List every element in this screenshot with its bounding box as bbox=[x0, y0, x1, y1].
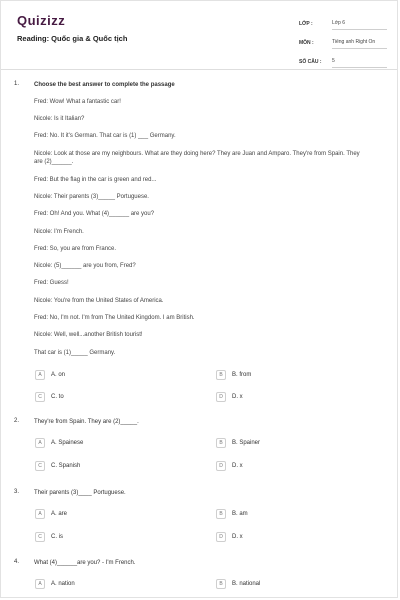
option-label: C. is bbox=[51, 534, 63, 540]
question-text: Choose the best answer to complete the passage bbox=[34, 82, 175, 88]
answer-option-a[interactable] bbox=[35, 579, 75, 589]
answer-option-c[interactable] bbox=[35, 532, 63, 542]
passage-line: Fred: So, you are from France. bbox=[34, 246, 117, 252]
option-letter-box: C bbox=[35, 532, 45, 542]
passage-line: Nicole: I'm French. bbox=[34, 229, 84, 235]
option-label: B. Spainer bbox=[232, 440, 261, 446]
option-label: B. national bbox=[232, 581, 261, 587]
meta-row-class bbox=[299, 11, 387, 30]
answer-option-b[interactable] bbox=[216, 438, 260, 448]
option-letter-box: A bbox=[35, 438, 45, 448]
passage-line: Nicole: Well, well...another British tourist! bbox=[34, 332, 143, 338]
option-label: A. are bbox=[51, 511, 68, 517]
passage-line: Nicole: (5)______ are you from, Fred? bbox=[34, 263, 136, 269]
question-number: 1. bbox=[14, 81, 20, 87]
meta-value: Tiếng anh Right On bbox=[332, 39, 387, 49]
worksheet-title: Reading: Quốc gia & Quốc tịch bbox=[17, 34, 128, 43]
quizizz-logo: Quizizz bbox=[17, 13, 66, 28]
meta-row-subject bbox=[299, 30, 387, 49]
answer-option-b[interactable] bbox=[216, 579, 260, 589]
question-number: 2. bbox=[14, 418, 20, 424]
option-letter-box: A bbox=[35, 509, 45, 519]
passage-line: Nicole: Look at those are my neighbours. What are they doing here? They are Juan and Amparo. They're from Spain. They are (2)______. bbox=[34, 151, 360, 165]
option-letter-box: B bbox=[216, 438, 226, 448]
header-divider bbox=[1, 69, 397, 70]
passage-line: Nicole: Their parents (3)_____ Portuguese. bbox=[34, 194, 149, 200]
answer-option-d[interactable] bbox=[216, 461, 243, 471]
option-label: D. x bbox=[232, 394, 243, 400]
question-number: 4. bbox=[14, 559, 20, 565]
question-text: Their parents (3)____ Portuguese. bbox=[34, 490, 126, 496]
meta-row-count bbox=[299, 49, 387, 68]
option-label: D. x bbox=[232, 463, 243, 469]
option-letter-box: A bbox=[35, 579, 45, 589]
answer-option-d[interactable] bbox=[216, 532, 243, 542]
passage-line: Fred: Wow! What a fantastic car! bbox=[34, 99, 121, 105]
answer-option-b[interactable] bbox=[216, 509, 248, 519]
passage-line: Nicole: You're from the United States of America. bbox=[34, 298, 164, 304]
passage-line: Fred: Oh! And you. What (4)______ are you? bbox=[34, 211, 155, 217]
question-text: They're from Spain. They are (2)_____. bbox=[34, 419, 139, 425]
answer-option-c[interactable] bbox=[35, 392, 64, 402]
answer-option-a[interactable] bbox=[35, 438, 83, 448]
passage-line: Fred: No, I'm not. I'm from The United Kingdom. I am British. bbox=[34, 315, 195, 321]
option-label: B. am bbox=[232, 511, 248, 517]
option-letter-box: B bbox=[216, 509, 226, 519]
meta-value: 5 bbox=[332, 58, 387, 68]
option-letter-box: B bbox=[216, 370, 226, 380]
question-text: What (4)______are you? - I'm French. bbox=[34, 560, 136, 566]
option-letter-box: D bbox=[216, 532, 226, 542]
meta-label: SỐ CÂU : bbox=[299, 59, 322, 65]
passage-line: Fred: No. It it's German. That car is (1) ___ Germany. bbox=[34, 133, 176, 139]
passage-line: Fred: Guess! bbox=[34, 280, 69, 286]
option-label: A. Spainese bbox=[51, 440, 84, 446]
option-label: C. to bbox=[51, 394, 64, 400]
option-label: D. x bbox=[232, 534, 243, 540]
answer-option-c[interactable] bbox=[35, 461, 80, 471]
option-letter-box: D bbox=[216, 461, 226, 471]
option-letter-box: B bbox=[216, 579, 226, 589]
meta-value: Lớp 6 bbox=[332, 20, 387, 30]
answer-option-a[interactable] bbox=[35, 509, 67, 519]
answer-option-b[interactable] bbox=[216, 370, 251, 380]
option-label: A. nation bbox=[51, 581, 75, 587]
question-number: 3. bbox=[14, 489, 20, 495]
option-label: A. on bbox=[51, 372, 66, 378]
option-letter-box: C bbox=[35, 392, 45, 402]
passage-line: Nicole: Is it Italian? bbox=[34, 116, 85, 122]
option-letter-box: A bbox=[35, 370, 45, 380]
meta-panel bbox=[299, 11, 387, 68]
answer-option-a[interactable] bbox=[35, 370, 65, 380]
meta-label: LỚP : bbox=[299, 21, 313, 27]
passage-line: That car is (1)_____ Germany. bbox=[34, 350, 116, 356]
option-letter-box: C bbox=[35, 461, 45, 471]
option-label: B. from bbox=[232, 372, 252, 378]
passage-line: Fred: But the flag in the car is green and red... bbox=[34, 177, 157, 183]
meta-label: MÔN : bbox=[299, 40, 314, 46]
answer-option-d[interactable] bbox=[216, 392, 243, 402]
option-letter-box: D bbox=[216, 392, 226, 402]
option-label: C. Spanish bbox=[51, 463, 81, 469]
